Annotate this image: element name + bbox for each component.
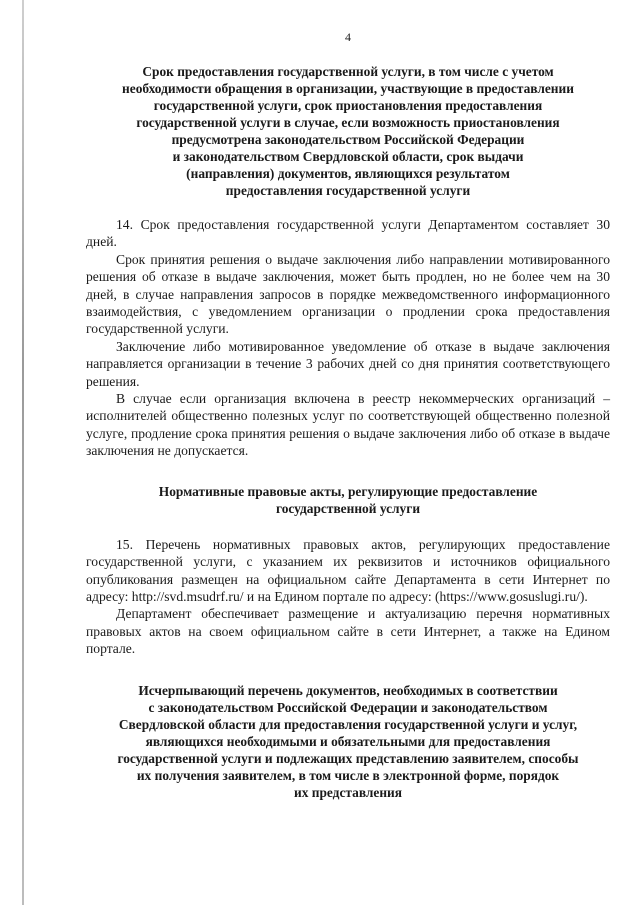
section-heading-deadlines [86,63,610,199]
scan-edge-line [22,0,24,905]
heading-line: государственной услуги [275,500,421,516]
heading-line: государственной услуги в случае, если возможность приостановления [136,115,560,130]
heading-line: предоставления государственной услуги [225,183,471,198]
heading-line: являющихся необходимыми и обязательными для предоставления [145,733,551,749]
heading-line: государственной услуги, срок приостановления предоставления [153,98,543,113]
paragraph-14: 14. Срок предоставления государственной услуги Департаментом составляет 30 дней. [86,217,610,250]
paragraph-notification: Заключение либо мотивированное уведомление об отказе в выдаче заключения направляется организации в течение 3 рабочих дней со дня принятия соответствующего решения. [86,338,610,389]
page-number: 4 [345,30,351,44]
section-heading-documents [86,682,610,801]
heading-line: Свердловской области для предоставления государственной услуги и услуг, [118,716,578,732]
heading-line: (направления) документов, являющихся результатом [186,166,510,181]
heading-line: Нормативные правовые акты, регулирующие предоставление [158,483,538,499]
paragraph-registry: В случае если организация включена в реестр некоммерческих организаций – исполнителей общественно полезных услуг по соответствующей общественно полезной услуге, продление срока принятия решения о выдаче заключения либо об отказе в выдаче заключения не допускается. [86,391,610,459]
heading-line: и законодательством Свердловской области, срок выдачи [172,149,524,164]
heading-line: Исчерпывающий перечень документов, необходимых в соответствии [138,682,558,698]
paragraph-15: 15. Перечень нормативных правовых актов, регулирующих предоставление государственной услуги, с указанием их реквизитов и источников официального опубликования размещен на официальном сайте Департамента в сети Интернет по адресу: http://svd.msudrf.ru/ и на Едином портале по адресу: (https://www.gosuslugi.ru/). [86,536,610,604]
paragraph-publication: Департамент обеспечивает размещение и актуализацию перечня нормативных правовых актов на своем официальном сайте в сети Интернет, а также на Едином портале. [86,606,610,657]
heading-line: их представления [293,784,403,800]
heading-line: государственной услуги и подлежащих представлению заявителем, способы [117,750,579,766]
heading-line: их получения заявителем, в том числе в электронной форме, порядок [136,767,560,783]
heading-line: с законодательством Российской Федерации и законодательством [148,699,548,715]
document-page [86,30,610,818]
heading-line: Срок предоставления государственной услуги, в том числе с учетом [142,64,554,79]
section-heading-legal-acts [86,483,610,517]
heading-line: необходимости обращения в организации, участвующие в предоставлении [122,81,574,96]
paragraph-extension: Срок принятия решения о выдаче заключения либо направлении мотивированного решения об отказе в выдаче заключения, может быть продлен, но не более чем на 30 дней, в случае направления запросов в порядке межведомственного информационного взаимодействия, с уведомлением организации о продлении срока предоставления государственной услуги. [86,251,610,337]
heading-line: предусмотрена законодательством Российской Федерации [171,132,525,147]
